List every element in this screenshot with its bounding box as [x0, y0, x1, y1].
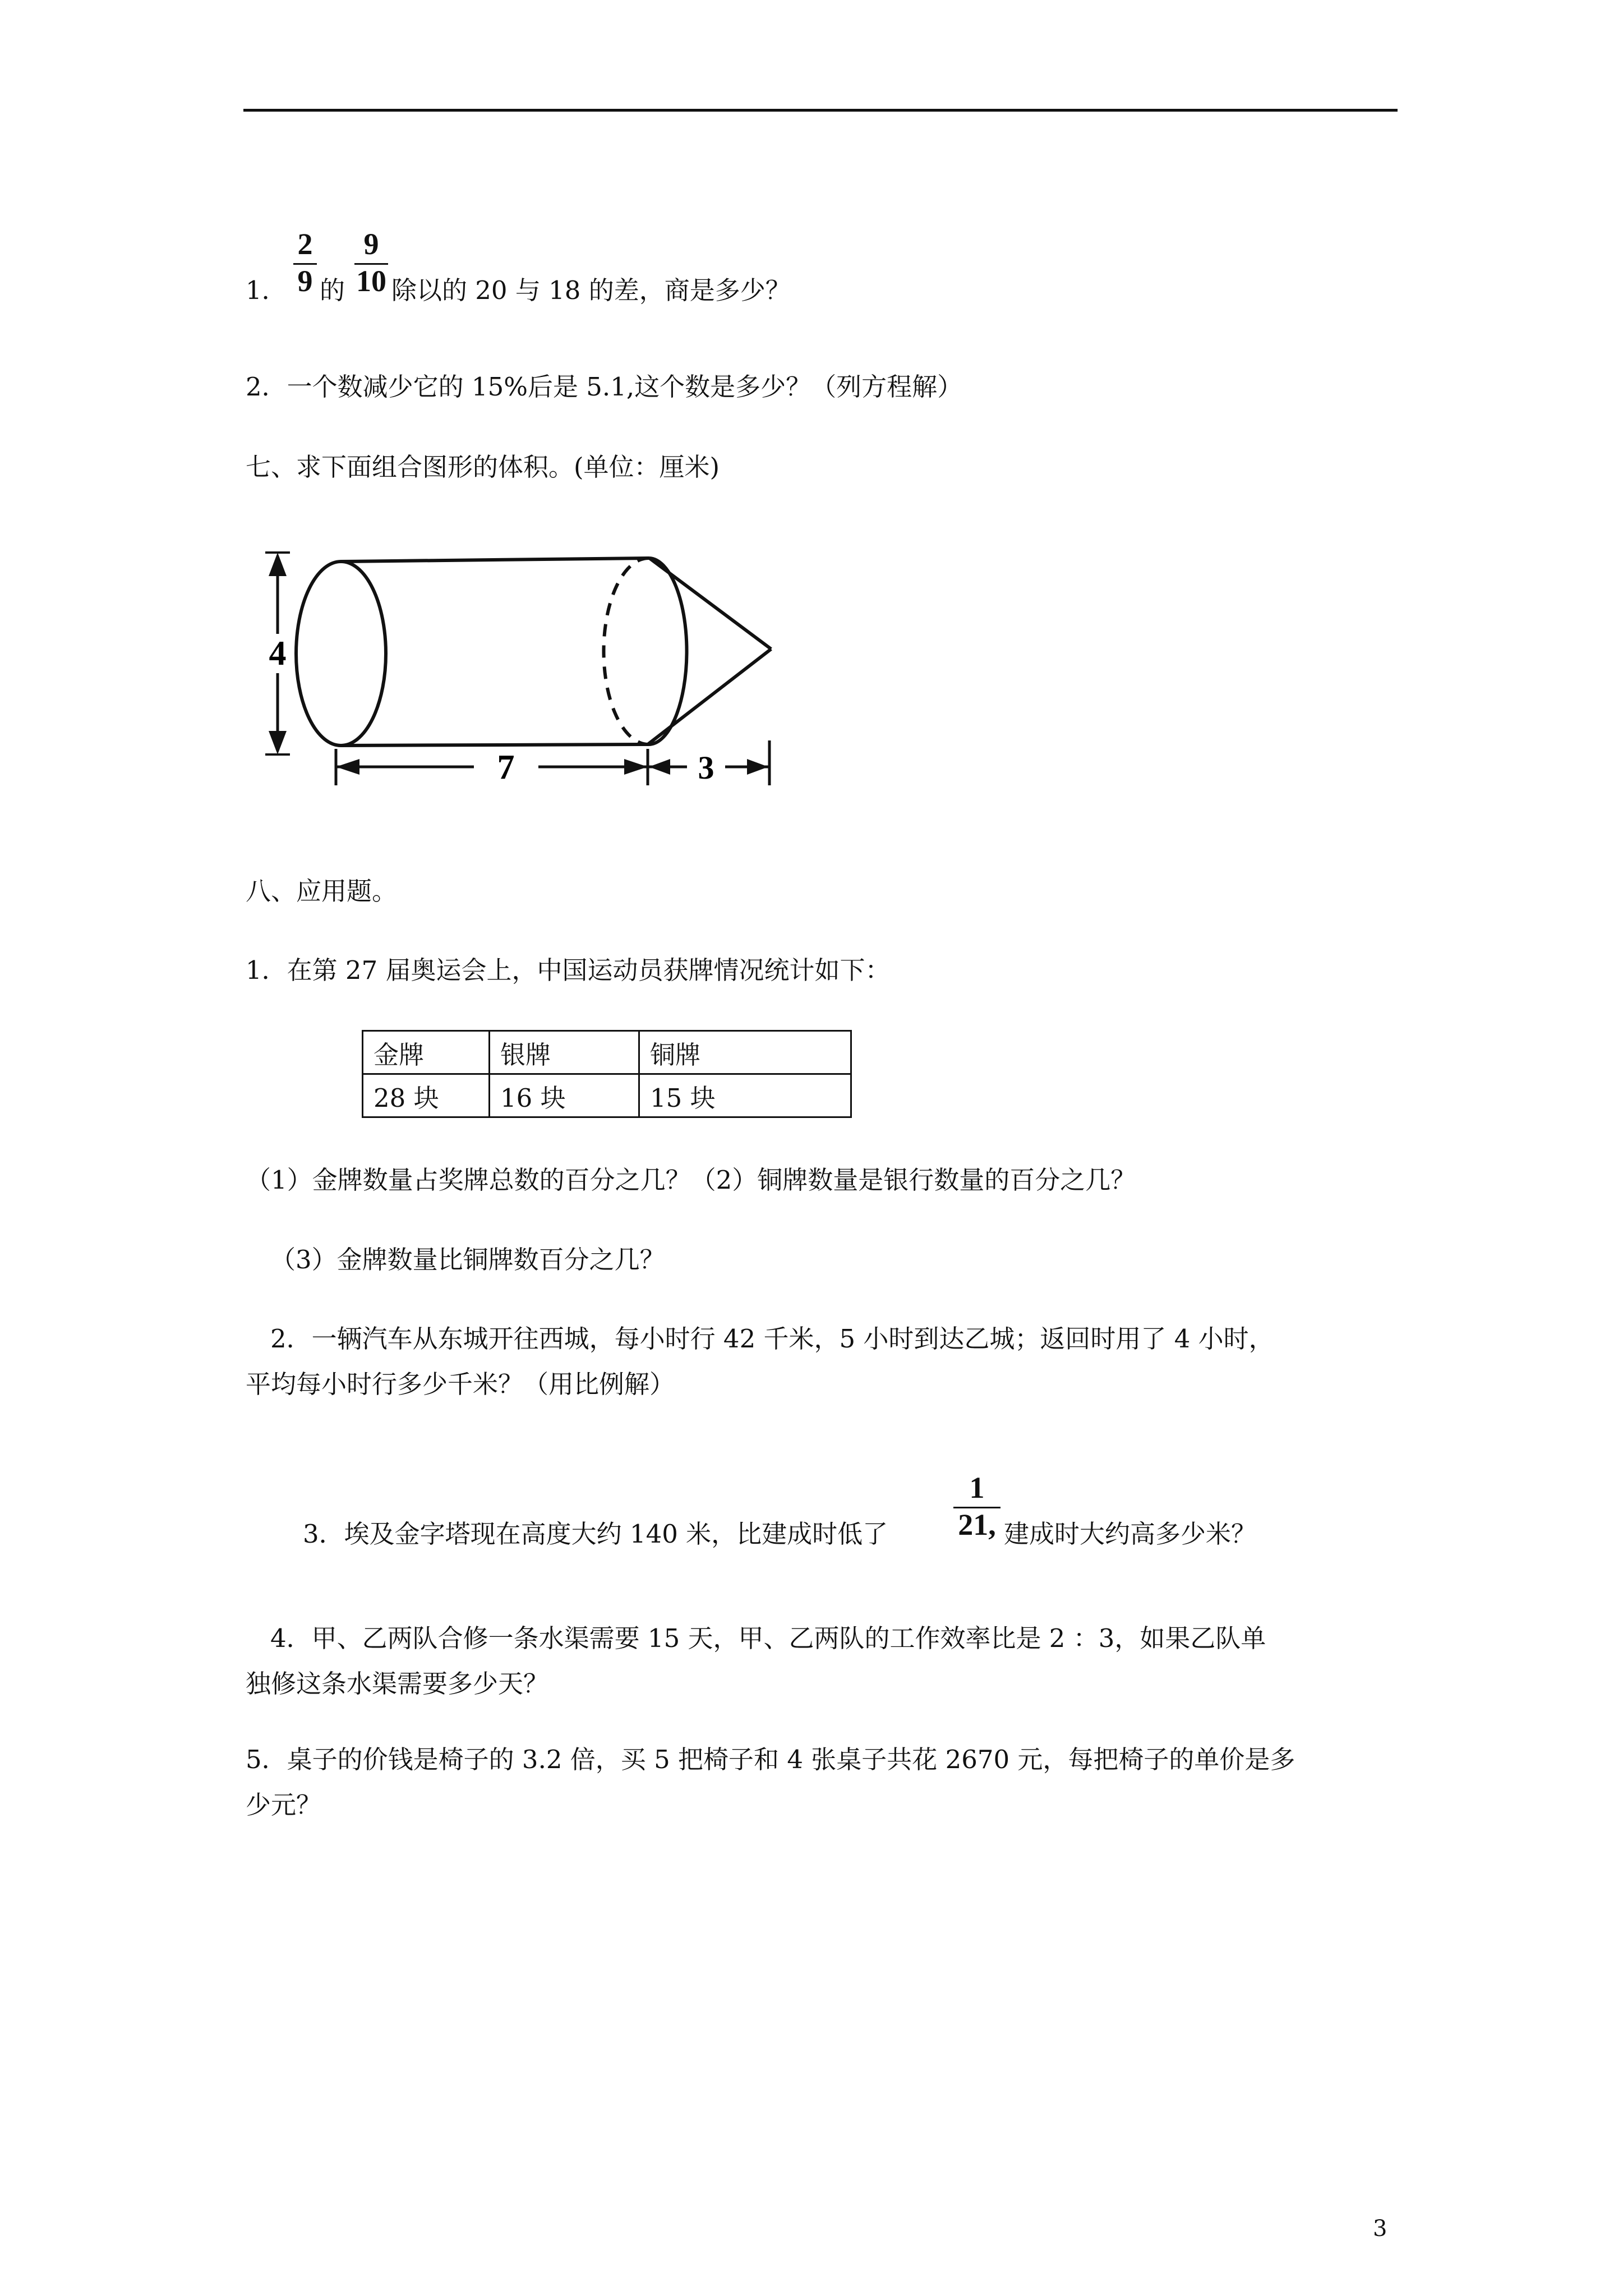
question-6-2: 2．一个数减少它的 15%后是 5.1,这个数是多少？（列方程解） — [246, 372, 963, 402]
length-arrow-right — [624, 759, 648, 775]
fraction-numerator: 2 — [297, 227, 313, 261]
length-label: 7 — [497, 748, 515, 786]
cone-bottom-edge — [648, 649, 771, 744]
fraction-denominator: 21, — [958, 1508, 996, 1542]
section-8-heading: 八、应用题。 — [246, 876, 398, 906]
height-arrow-bottom — [269, 731, 287, 754]
cylinder-right-base-hidden — [603, 558, 649, 744]
cone-arrow-left — [649, 759, 670, 775]
length-arrow-left — [336, 759, 359, 775]
table-header-bronze: 铜牌 — [639, 1031, 851, 1074]
fraction-denominator: 10 — [356, 264, 386, 298]
fraction-numerator: 9 — [363, 227, 379, 261]
question-8-1-sub-1-2: （1）金牌数量占奖牌总数的百分之几？（2）铜牌数量是银行数量的百分之几？ — [246, 1165, 1136, 1195]
header-rule — [243, 109, 1398, 112]
question-8-2-line-2: 平均每小时行多少千米？（用比例解） — [246, 1369, 675, 1399]
fraction-one-twentyfirst — [953, 1471, 1000, 1544]
question-8-4-line-1: 4．甲、乙两队合修一条水渠需要 15 天，甲、乙两队的工作效率比是 2 ：3，如果乙队单 — [270, 1623, 1266, 1653]
question-8-5-line-1: 5．桌子的价钱是椅子的 3.2 倍，买 5 把椅子和 4 张桌子共花 2670 元，每把椅子的单价是多 — [246, 1745, 1295, 1774]
table-cell-silver: 16 块 — [490, 1074, 639, 1117]
page-number: 3 — [1373, 2216, 1387, 2242]
question-6-1-mid: 的 — [320, 275, 345, 305]
height-arrow-top — [269, 553, 287, 576]
fraction-nine-tenths — [354, 227, 388, 300]
fraction-numerator: 1 — [969, 1471, 985, 1504]
question-6-1-text: 除以的 20 与 18 的差，商是多少？ — [391, 275, 791, 305]
fraction-denominator: 9 — [297, 264, 313, 298]
table-row — [363, 1074, 851, 1117]
composite-cylinder-cone-figure — [255, 536, 794, 799]
table-row — [363, 1031, 851, 1074]
cone-length-label: 3 — [698, 749, 714, 786]
cone-top-edge — [649, 558, 771, 649]
height-label: 4 — [269, 634, 287, 673]
table-cell-bronze: 15 块 — [639, 1074, 851, 1117]
question-8-1-sub-3: （3）金牌数量比铜牌数百分之几？ — [270, 1245, 665, 1274]
cylinder-right-base-visible — [648, 558, 687, 744]
question-8-2-line-1: 2．一辆汽车从东城开往西城，每小时行 42 千米，5 小时到达乙城；返回时用了 4 小时， — [270, 1324, 1274, 1354]
table-header-gold: 金牌 — [363, 1031, 490, 1074]
question-6-1-prefix: 1． — [246, 275, 287, 305]
question-8-5-line-2: 少元？ — [246, 1790, 322, 1820]
question-8-3-text-end: 建成时大约高多少米？ — [1004, 1519, 1257, 1549]
question-8-3-text: 3．埃及金字塔现在高度大约 140 米，比建成时低了 — [303, 1519, 888, 1549]
question-8-1: 1．在第 27 届奥运会上，中国运动员获牌情况统计如下： — [246, 955, 891, 985]
cone-arrow-right — [747, 759, 768, 775]
table-header-silver: 银牌 — [490, 1031, 639, 1074]
section-7-heading: 七、求下面组合图形的体积。(单位：厘米) — [246, 452, 720, 482]
cylinder-left-base — [296, 562, 386, 746]
cylinder-top-edge — [341, 558, 649, 562]
medal-table — [362, 1030, 852, 1118]
cylinder-bottom-edge — [341, 744, 648, 746]
fraction-two-ninths — [293, 227, 317, 300]
question-8-4-line-2: 独修这条水渠需要多少天？ — [246, 1669, 549, 1699]
table-cell-gold: 28 块 — [363, 1074, 490, 1117]
